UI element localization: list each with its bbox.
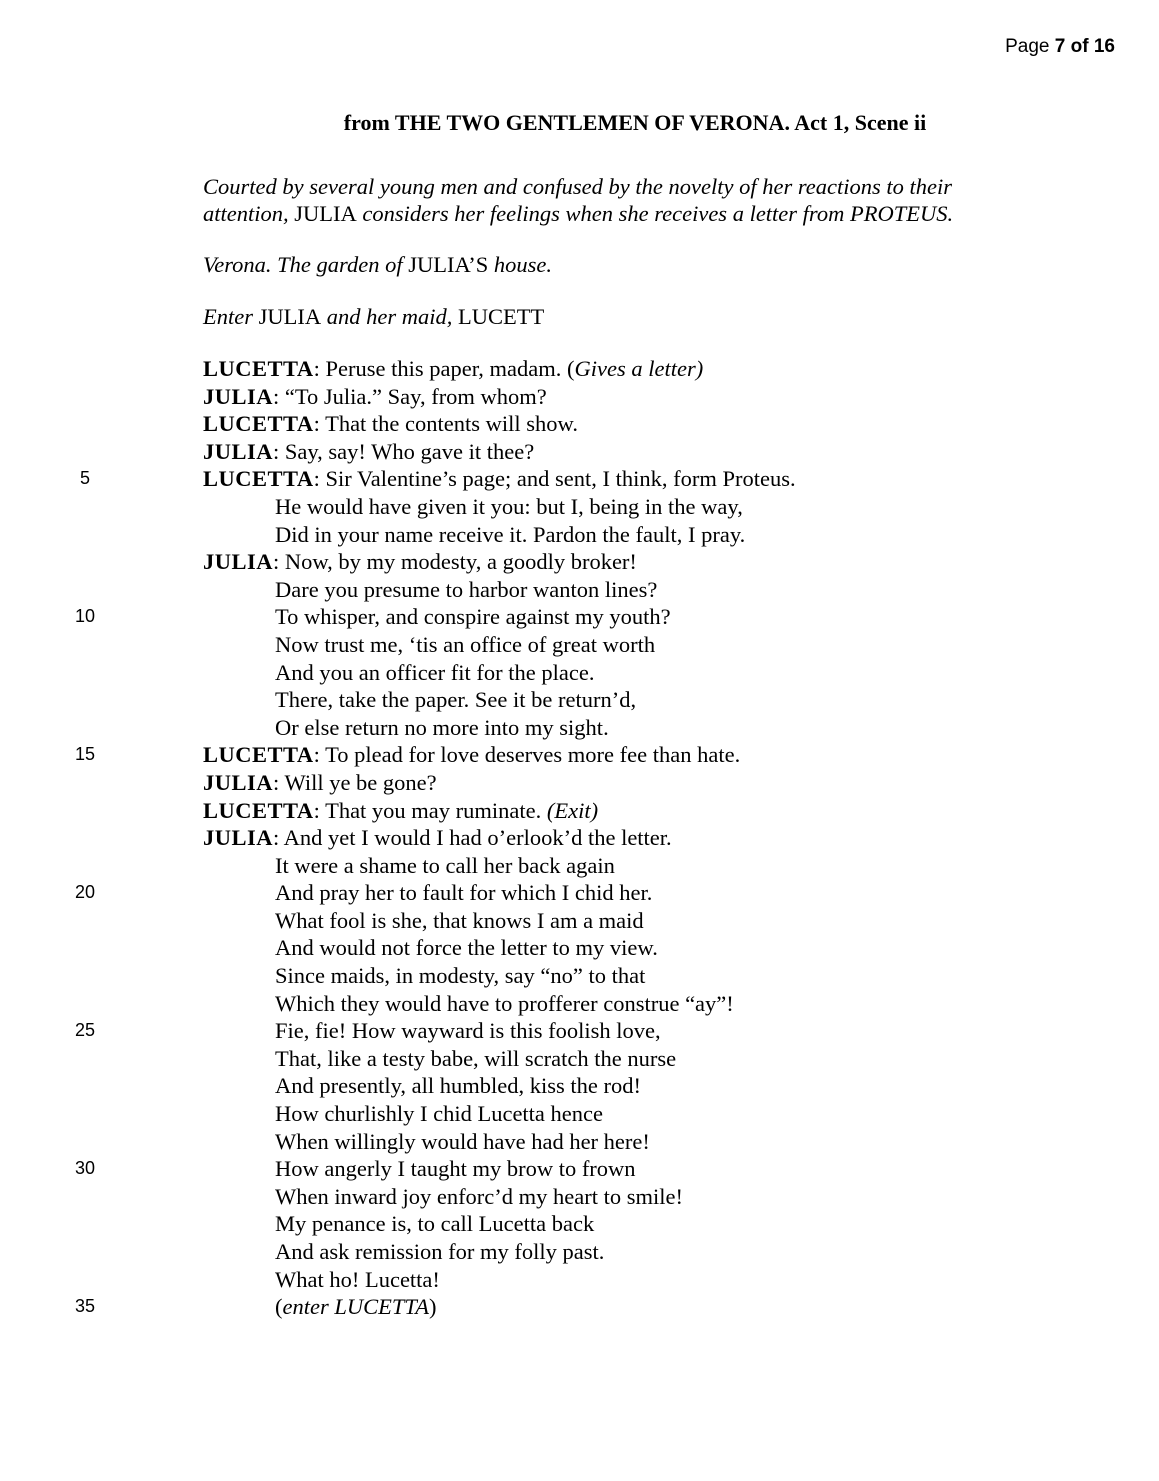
scene-setting: Verona. The garden of JULIA’S house. (203, 252, 552, 277)
script-line (0, 1100, 1159, 1128)
dialogue-text: Did in your name receive it. Pardon the fault, I pray. (275, 521, 746, 547)
dialogue-text: How churlishly I chid Lucetta hence (275, 1101, 604, 1127)
line-text (275, 686, 636, 714)
line-text (275, 962, 645, 990)
dialogue-text: : Sir Valentine’s page; and sent, I think, form Proteus. (313, 466, 796, 492)
script-line (0, 1210, 1159, 1238)
script-line (0, 990, 1159, 1018)
dialogue-text: And you an officer fit for the place. (275, 659, 595, 685)
script-line (0, 797, 1159, 825)
line-text (203, 741, 740, 769)
dialogue-text: Now trust me, ‘tis an office of great worth (275, 631, 656, 657)
script-line (0, 576, 1159, 604)
dialogue-text: It were a shame to call her back again (275, 852, 615, 878)
script-line (0, 1183, 1159, 1211)
scene-intro: Courted by several young men and confused by the novelty of her reactions to their attention, JULIA considers her feelings when she receives a letter from PROTEUS. (203, 174, 954, 226)
line-text (203, 355, 703, 383)
dialogue-text: ( (275, 1294, 283, 1320)
script-line (0, 1128, 1159, 1156)
line-text (203, 548, 637, 576)
script-line (0, 355, 1159, 383)
script-line (0, 383, 1159, 411)
line-text (275, 1072, 641, 1100)
line-text (275, 714, 609, 742)
dialogue-text: : And yet I would I had o’erlook’d the letter. (273, 825, 672, 851)
speaker-name: LUCETTA (203, 466, 314, 492)
script-line (0, 438, 1159, 466)
script-line (0, 1017, 1159, 1045)
script-line (0, 410, 1159, 438)
line-number: 30 (74, 1158, 96, 1179)
line-text (275, 1045, 676, 1073)
dialogue-text: And pray her to fault for which I chid her. (275, 880, 653, 906)
script-line (0, 548, 1159, 576)
script-line (0, 659, 1159, 687)
stage-direction-enter: Enter JULIA and her maid, LUCETT (203, 304, 545, 329)
dialogue-text: And would not force the letter to my view. (275, 935, 658, 961)
dialogue-text: Since maids, in modesty, say “no” to that (275, 963, 646, 989)
speaker-name: JULIA (203, 769, 274, 795)
play-text (0, 355, 1159, 1321)
script-line (0, 852, 1159, 880)
line-text (275, 1017, 661, 1045)
line-text (275, 1266, 440, 1294)
line-text (275, 1210, 594, 1238)
dialogue-text: : To plead for love deserves more fee than hate. (313, 742, 741, 768)
script-line (0, 714, 1159, 742)
line-text (275, 1238, 604, 1266)
dialogue-text: Or else return no more into my sight. (275, 714, 609, 740)
dialogue-text-end: ) (428, 1294, 437, 1320)
dialogue-text: My penance is, to call Lucetta back (275, 1211, 595, 1237)
line-text (203, 824, 672, 852)
speaker-name: LUCETTA (203, 742, 314, 768)
dialogue-text: He would have given it you: but I, being in the way, (275, 493, 743, 519)
line-text (275, 990, 734, 1018)
line-text (203, 797, 598, 825)
script-line (0, 1266, 1159, 1294)
dialogue-text: : Peruse this paper, madam. ( (313, 356, 575, 381)
line-text (203, 410, 578, 438)
line-text (275, 907, 644, 935)
dialogue-text: : Will ye be gone? (273, 769, 437, 795)
script-line (0, 631, 1159, 659)
line-text (203, 383, 547, 411)
line-text (275, 521, 745, 549)
line-text (275, 852, 615, 880)
line-text (275, 576, 657, 604)
line-text (275, 493, 743, 521)
line-number: 25 (74, 1020, 96, 1041)
line-text (275, 1183, 683, 1211)
script-line (0, 1155, 1159, 1183)
scene-title: from THE TWO GENTLEMEN OF VERONA. Act 1, Scene ii (343, 110, 927, 135)
dialogue-text: To whisper, and conspire against my youth? (275, 604, 671, 630)
page-total: 16 (1093, 36, 1115, 57)
script-line (0, 493, 1159, 521)
dialogue-text: What fool is she, that knows I am a maid (275, 907, 644, 933)
page-current: 7 (1054, 36, 1066, 57)
dialogue-text: And presently, all humbled, kiss the rod! (275, 1073, 641, 1099)
script-line (0, 1072, 1159, 1100)
script-line (0, 1293, 1159, 1321)
line-number: 5 (79, 468, 90, 489)
stage-direction: enter LUCETTA (282, 1294, 429, 1320)
speaker-name: LUCETTA (203, 411, 314, 437)
dialogue-text: When inward joy enforc’d my heart to smile! (275, 1183, 683, 1209)
line-text (275, 659, 594, 687)
line-text (275, 1293, 436, 1321)
dialogue-text: What ho! Lucetta! (275, 1266, 440, 1292)
script-line (0, 769, 1159, 797)
dialogue-text: Dare you presume to harbor wanton lines? (275, 576, 658, 602)
script-line (0, 521, 1159, 549)
speaker-name: JULIA (203, 383, 274, 409)
script-line (0, 686, 1159, 714)
dialogue-text: When willingly would have had her here! (275, 1128, 650, 1154)
dialogue-text: : Say, say! Who gave it thee? (273, 438, 535, 464)
speaker-name: JULIA (203, 825, 274, 851)
line-text (203, 769, 437, 797)
speaker-name: LUCETTA (203, 356, 314, 381)
line-text (203, 465, 796, 493)
dialogue-text: Fie, fie! How wayward is this foolish love, (275, 1018, 661, 1044)
line-number: 15 (74, 744, 96, 765)
dialogue-text: : That the contents will show. (313, 411, 578, 437)
line-text (275, 1155, 636, 1183)
page-number: Page 7 of 16 (1005, 36, 1115, 57)
script-line (0, 603, 1159, 631)
script-line (0, 934, 1159, 962)
dialogue-text: Which they would have to profferer construe “ay”! (275, 990, 734, 1016)
line-text (275, 1128, 650, 1156)
speaker-name: JULIA (203, 549, 274, 575)
line-number: 35 (74, 1296, 96, 1317)
script-line (0, 465, 1159, 493)
speaker-name: LUCETTA (203, 797, 314, 823)
stage-direction: Gives a letter) (574, 356, 704, 381)
dialogue-text: : Now, by my modesty, a goodly broker! (273, 549, 637, 575)
script-line (0, 879, 1159, 907)
line-number: 10 (74, 606, 96, 627)
script-line (0, 1238, 1159, 1266)
dialogue-text: There, take the paper. See it be return’d, (275, 687, 637, 713)
script-line (0, 1045, 1159, 1073)
line-text (275, 631, 655, 659)
line-text (203, 438, 534, 466)
line-text (275, 934, 658, 962)
line-number: 20 (74, 882, 96, 903)
stage-direction: (Exit) (546, 797, 599, 823)
line-text (275, 1100, 603, 1128)
speaker-name: JULIA (203, 438, 274, 464)
dialogue-text: How angerly I taught my brow to frown (275, 1156, 636, 1182)
script-line (0, 824, 1159, 852)
script-line (0, 962, 1159, 990)
line-text (275, 603, 671, 631)
dialogue-text: That, like a testy babe, will scratch the nurse (275, 1045, 677, 1071)
dialogue-text: And ask remission for my folly past. (275, 1239, 605, 1264)
dialogue-text: : That you may ruminate. (313, 797, 547, 823)
script-line (0, 741, 1159, 769)
script-line (0, 907, 1159, 935)
line-text (275, 879, 652, 907)
dialogue-text: : “To Julia.” Say, from whom? (273, 383, 547, 409)
